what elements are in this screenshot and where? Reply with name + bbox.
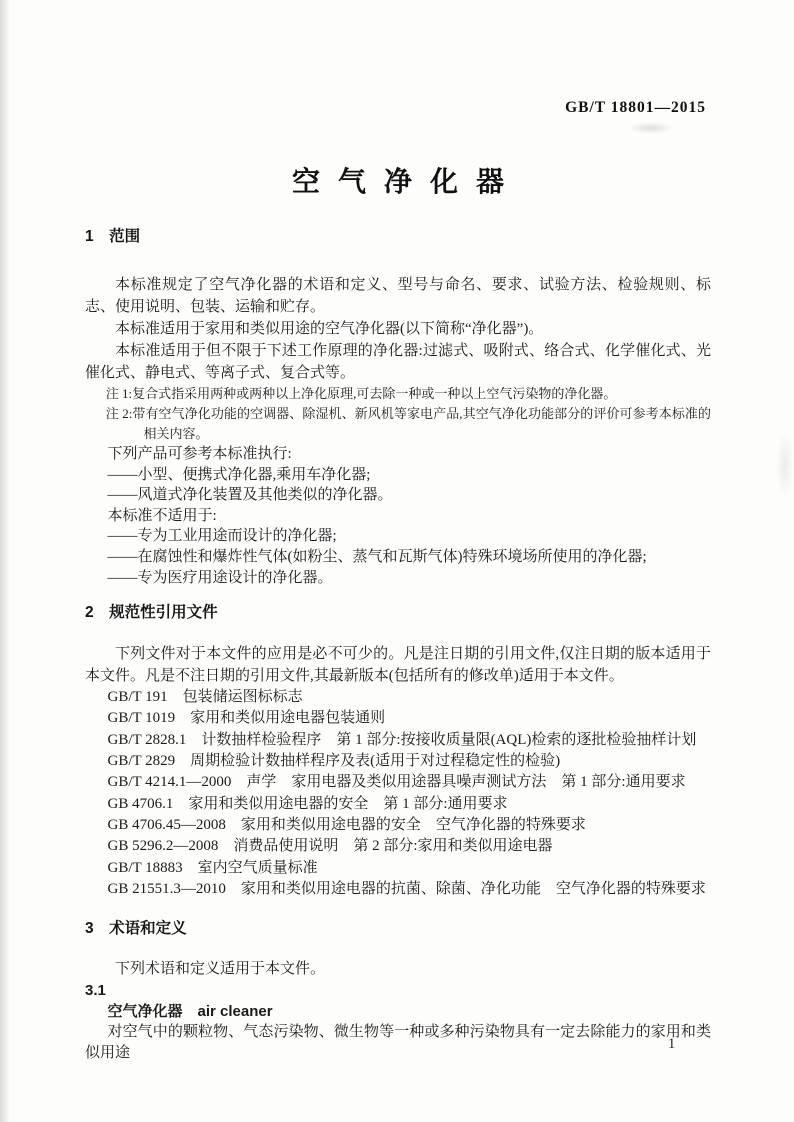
section-1-heading: 1 范围 xyxy=(85,228,141,245)
scope-paragraph-3: 本标准适用于但不限于下述工作原理的净化器:过滤式、吸附式、络合式、化学催化式、光催化式、静电式、等离子式、复合式等。 xyxy=(85,343,711,381)
note-2: 注 2:带有空气净化功能的空调器、除湿机、新风机等家电产品,其空气净化功能部分的评价可参考本标准的相关内容。 xyxy=(105,406,711,441)
document-title: 空气净化器 xyxy=(291,166,522,197)
reference-entry: GB/T 2828.1 计数抽样检验程序 第 1 部分:按接收质量限(AQL)检索的逐批检验抽样计划 xyxy=(107,731,697,748)
exclusion-item: ——专为工业用途而设计的净化器; xyxy=(107,528,337,545)
reference-entry: GB/T 2829 周期检验计数抽样程序及表(适用于对过程稳定性的检验) xyxy=(107,753,561,770)
term-name: 空气净化器 air cleaner xyxy=(107,1003,273,1021)
reference-entry: GB 4706.1 家用和类似用途电器的安全 第 1 部分:通用要求 xyxy=(107,795,508,812)
reference-entry: GB 5296.2—2008 消费品使用说明 第 2 部分:家用和类似用途电器 xyxy=(107,838,553,855)
reference-product-item: ——风道式净化装置及其他类似的净化器。 xyxy=(107,487,393,504)
reference-entry: GB/T 1019 家用和类似用途电器包装通则 xyxy=(107,710,386,727)
reference-product-item: ——小型、便携式净化器,乘用车净化器; xyxy=(107,466,371,483)
exclusion-intro: 本标准不适用于: xyxy=(107,507,217,524)
scan-edge-shadow xyxy=(0,0,10,1122)
exclusion-item: ——专为医疗用途设计的净化器。 xyxy=(107,569,333,586)
section-3-heading: 3 术语和定义 xyxy=(85,920,187,938)
terms-intro: 下列术语和定义适用于本文件。 xyxy=(115,961,326,978)
exclusion-item: ——在腐蚀性和爆炸性气体(如粉尘、蒸气和瓦斯气体)特殊环境场所使用的净化器; xyxy=(107,548,647,565)
reference-entry: GB 4706.45—2008 家用和类似用途电器的安全 空气净化器的特殊要求 xyxy=(107,816,586,833)
note-1: 注 1:复合式指采用两种或两种以上净化原理,可去除一种或一种以上空气污染物的净化器。 xyxy=(105,386,617,401)
standard-code: GB/T 18801—2015 xyxy=(565,99,706,116)
term-number: 3.1 xyxy=(85,982,106,1000)
scope-paragraph-2: 本标准适用于家用和类似用途的空气净化器(以下简称“净化器”)。 xyxy=(115,321,544,337)
reference-entry: GB/T 191 包装储运图标标志 xyxy=(107,689,303,706)
reference-products-intro: 下列产品可参考本标准执行: xyxy=(107,446,292,462)
page-content xyxy=(85,0,711,1064)
page-number: 1 xyxy=(668,1036,676,1052)
reference-entry: GB 21551.3—2010 家用和类似用途电器的抗菌、除菌、净化功能 空气净化器的特殊要求 xyxy=(107,880,706,897)
reference-entry: GB/T 18883 室内空气质量标准 xyxy=(107,859,318,876)
normative-references-intro: 下列文件对于本文件的应用是必不可少的。凡是注日期的引用文件,仅注日期的版本适用于本文件。凡是不注日期的引用文件,其最新版本(包括所有的修改单)适用于本文件。 xyxy=(85,646,711,685)
reference-entry: GB/T 4214.1—2000 声学 家用电器及类似用途器具噪声测试方法 第 1 部分:通用要求 xyxy=(107,774,686,791)
scan-artifact xyxy=(776,430,794,500)
term-definition: 对空气中的颗粒物、气态污染物、微生物等一种或多种污染物具有一定去除能力的家用和类似用途 xyxy=(85,1024,711,1062)
scope-paragraph-1: 本标准规定了空气净化器的术语和定义、型号与命名、要求、试验方法、检验规则、标志、使用说明、包装、运输和贮存。 xyxy=(85,277,711,315)
section-2-heading: 2 规范性引用文件 xyxy=(85,604,218,622)
